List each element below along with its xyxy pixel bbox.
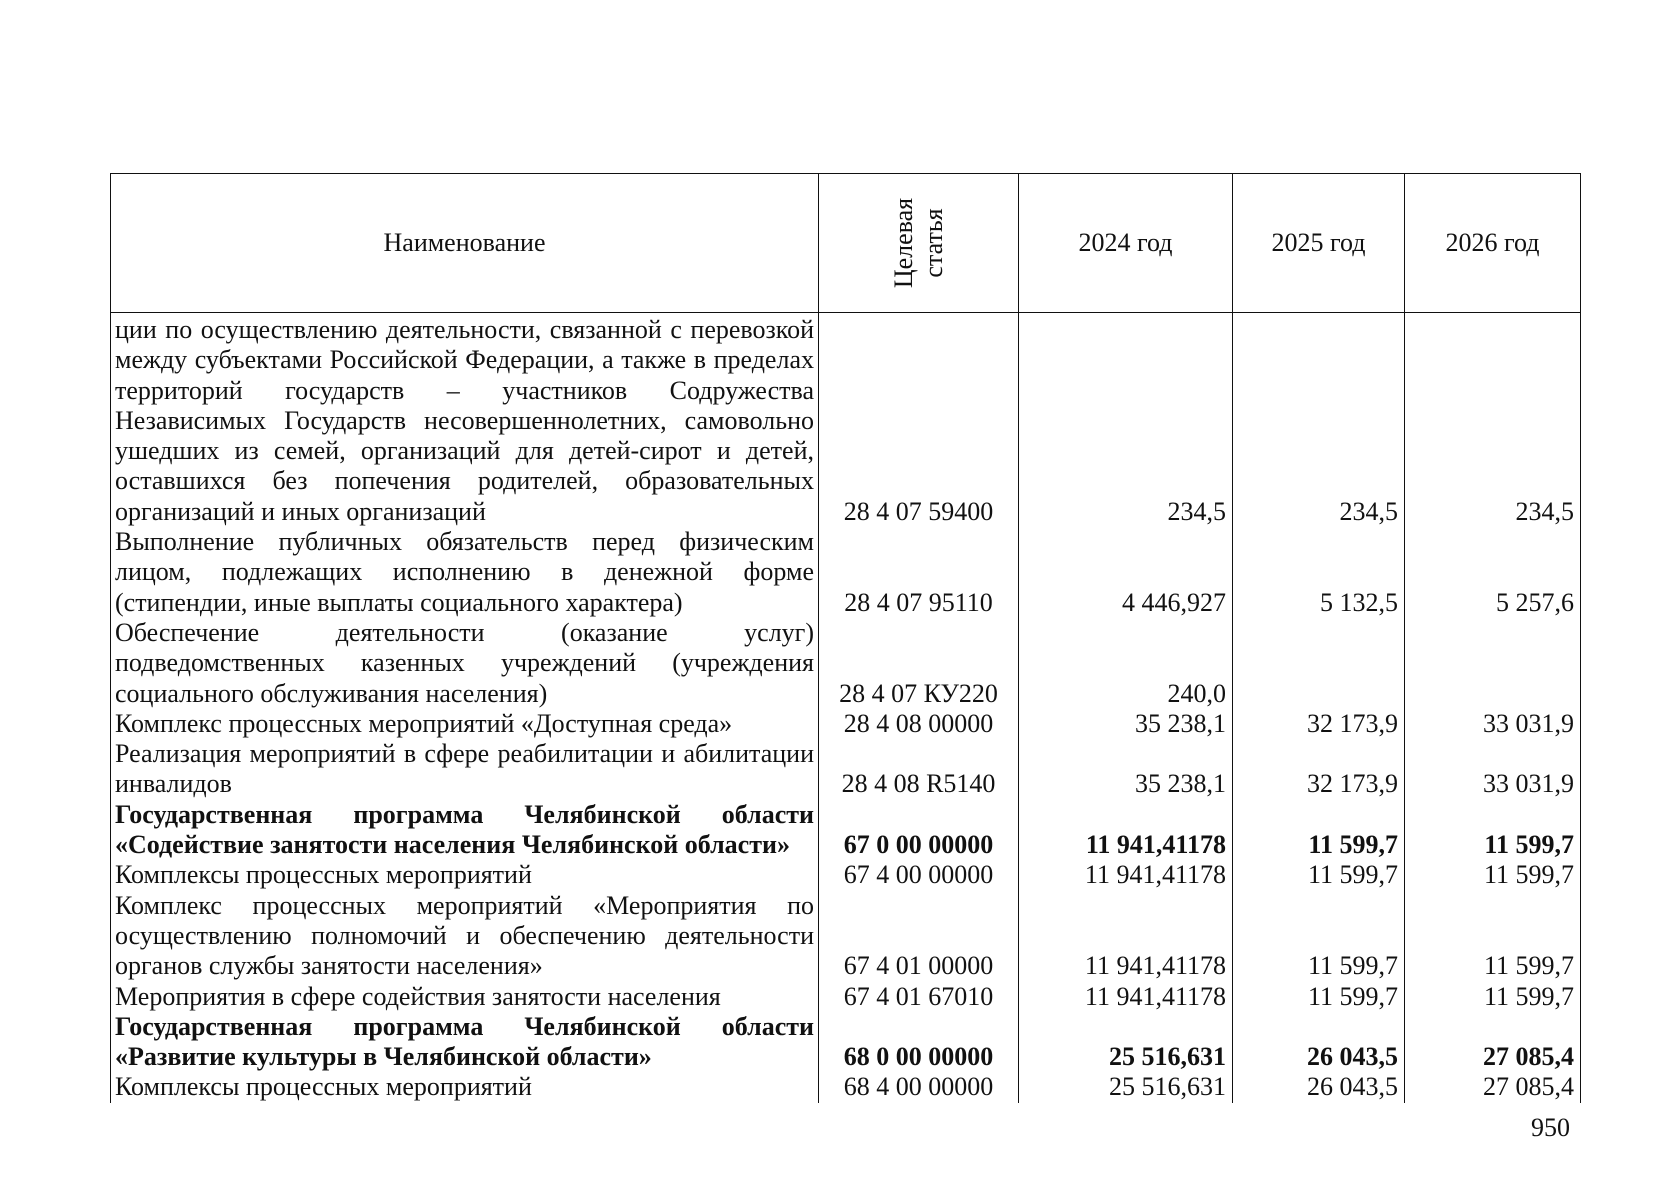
- table-row: [111, 618, 1581, 709]
- row-value-2024: 25 516,631: [1019, 1072, 1233, 1102]
- header-code-line1: Целевая: [888, 197, 918, 289]
- row-value-2026: 11 599,7: [1405, 982, 1581, 1012]
- row-code: 68 0 00 00000: [819, 1012, 1019, 1073]
- row-value-2026: [1405, 618, 1581, 709]
- row-value-2024: 11 941,41178: [1019, 982, 1233, 1012]
- row-value-2025: 11 599,7: [1233, 860, 1405, 890]
- row-value-2024: 11 941,41178: [1019, 800, 1233, 861]
- row-value-2025: 11 599,7: [1233, 982, 1405, 1012]
- table-row: [111, 527, 1581, 618]
- table-row: [111, 1072, 1581, 1102]
- table-header: [111, 174, 1581, 313]
- row-value-2026: 234,5: [1405, 313, 1581, 528]
- row-value-2026: 33 031,9: [1405, 709, 1581, 739]
- header-code-label: [889, 198, 949, 288]
- row-name: Выполнение публичных обязательств перед физическим лицом, подлежащих исполнению в денежной форме (стипендии, иные выплаты социального характера): [111, 527, 819, 618]
- table-row: [111, 313, 1581, 528]
- table-row: [111, 982, 1581, 1012]
- table-row: [111, 860, 1581, 890]
- row-code: 68 4 00 00000: [819, 1072, 1019, 1102]
- table-row: [111, 1012, 1581, 1073]
- row-name: Комплексы процессных мероприятий: [111, 1072, 819, 1102]
- row-code: 67 4 00 00000: [819, 860, 1019, 890]
- row-value-2025: 5 132,5: [1233, 527, 1405, 618]
- row-value-2025: 26 043,5: [1233, 1072, 1405, 1102]
- table-row: [111, 709, 1581, 739]
- row-name: Обеспечение деятельности (оказание услуг) подведомственных казенных учреждений (учреждения социального обслуживания населения): [111, 618, 819, 709]
- row-value-2026: 5 257,6: [1405, 527, 1581, 618]
- header-code-line2: статья: [918, 208, 948, 278]
- row-code: 67 0 00 00000: [819, 800, 1019, 861]
- row-value-2025: [1233, 618, 1405, 709]
- row-code: 28 4 07 КУ220: [819, 618, 1019, 709]
- header-year-2025: 2025 год: [1233, 174, 1405, 313]
- header-code: [819, 174, 1019, 313]
- row-name: Государственная программа Челябинской области «Развитие культуры в Челябинской области»: [111, 1012, 819, 1073]
- row-value-2024: 11 941,41178: [1019, 891, 1233, 982]
- table-row: [111, 739, 1581, 800]
- row-value-2026: 11 599,7: [1405, 860, 1581, 890]
- row-name: Реализация мероприятий в сфере реабилитации и абилитации инвалидов: [111, 739, 819, 800]
- row-value-2026: 11 599,7: [1405, 891, 1581, 982]
- row-value-2026: 27 085,4: [1405, 1012, 1581, 1073]
- row-name: Комплекс процессных мероприятий «Мероприятия по осуществлению полномочий и обеспечению деятельности органов службы занятости населения»: [111, 891, 819, 982]
- row-value-2025: 32 173,9: [1233, 709, 1405, 739]
- row-value-2025: 234,5: [1233, 313, 1405, 528]
- row-value-2026: 11 599,7: [1405, 800, 1581, 861]
- row-value-2026: 27 085,4: [1405, 1072, 1581, 1102]
- row-value-2024: 35 238,1: [1019, 739, 1233, 800]
- row-code: 67 4 01 00000: [819, 891, 1019, 982]
- row-value-2025: 11 599,7: [1233, 891, 1405, 982]
- row-code: 28 4 07 95110: [819, 527, 1019, 618]
- row-value-2026: 33 031,9: [1405, 739, 1581, 800]
- row-value-2025: 26 043,5: [1233, 1012, 1405, 1073]
- header-year-2026: 2026 год: [1405, 174, 1581, 313]
- row-name: Государственная программа Челябинской области «Содействие занятости населения Челябинской области»: [111, 800, 819, 861]
- header-name: Наименование: [111, 174, 819, 313]
- row-name: Комплексы процессных мероприятий: [111, 860, 819, 890]
- page-number: 950: [1531, 1113, 1570, 1142]
- table-row: [111, 800, 1581, 861]
- row-value-2024: 4 446,927: [1019, 527, 1233, 618]
- table-row: [111, 891, 1581, 982]
- row-value-2025: 32 173,9: [1233, 739, 1405, 800]
- row-code: 67 4 01 67010: [819, 982, 1019, 1012]
- budget-table-container: [110, 173, 1580, 1103]
- row-code: 28 4 08 R5140: [819, 739, 1019, 800]
- row-name: ции по осуществлению деятельности, связанной с перевозкой между субъектами Российской Федерации, а также в пределах территорий государств – участников Содружества Независимых Государств несовершеннолетних, самовольно ушедших из семей, организаций для детей-сирот и детей, оставшихся без попечения родителей, образовательных организаций и иных организаций: [111, 313, 819, 528]
- row-code: 28 4 07 59400: [819, 313, 1019, 528]
- row-value-2024: 35 238,1: [1019, 709, 1233, 739]
- row-value-2024: 240,0: [1019, 618, 1233, 709]
- table-body: [111, 313, 1581, 1103]
- row-name: Комплекс процессных мероприятий «Доступная среда»: [111, 709, 819, 739]
- header-year-2024: 2024 год: [1019, 174, 1233, 313]
- row-value-2025: 11 599,7: [1233, 800, 1405, 861]
- row-value-2024: 234,5: [1019, 313, 1233, 528]
- budget-table: [110, 173, 1581, 1103]
- row-value-2024: 11 941,41178: [1019, 860, 1233, 890]
- row-code: 28 4 08 00000: [819, 709, 1019, 739]
- row-value-2024: 25 516,631: [1019, 1012, 1233, 1073]
- row-name: Мероприятия в сфере содействия занятости населения: [111, 982, 819, 1012]
